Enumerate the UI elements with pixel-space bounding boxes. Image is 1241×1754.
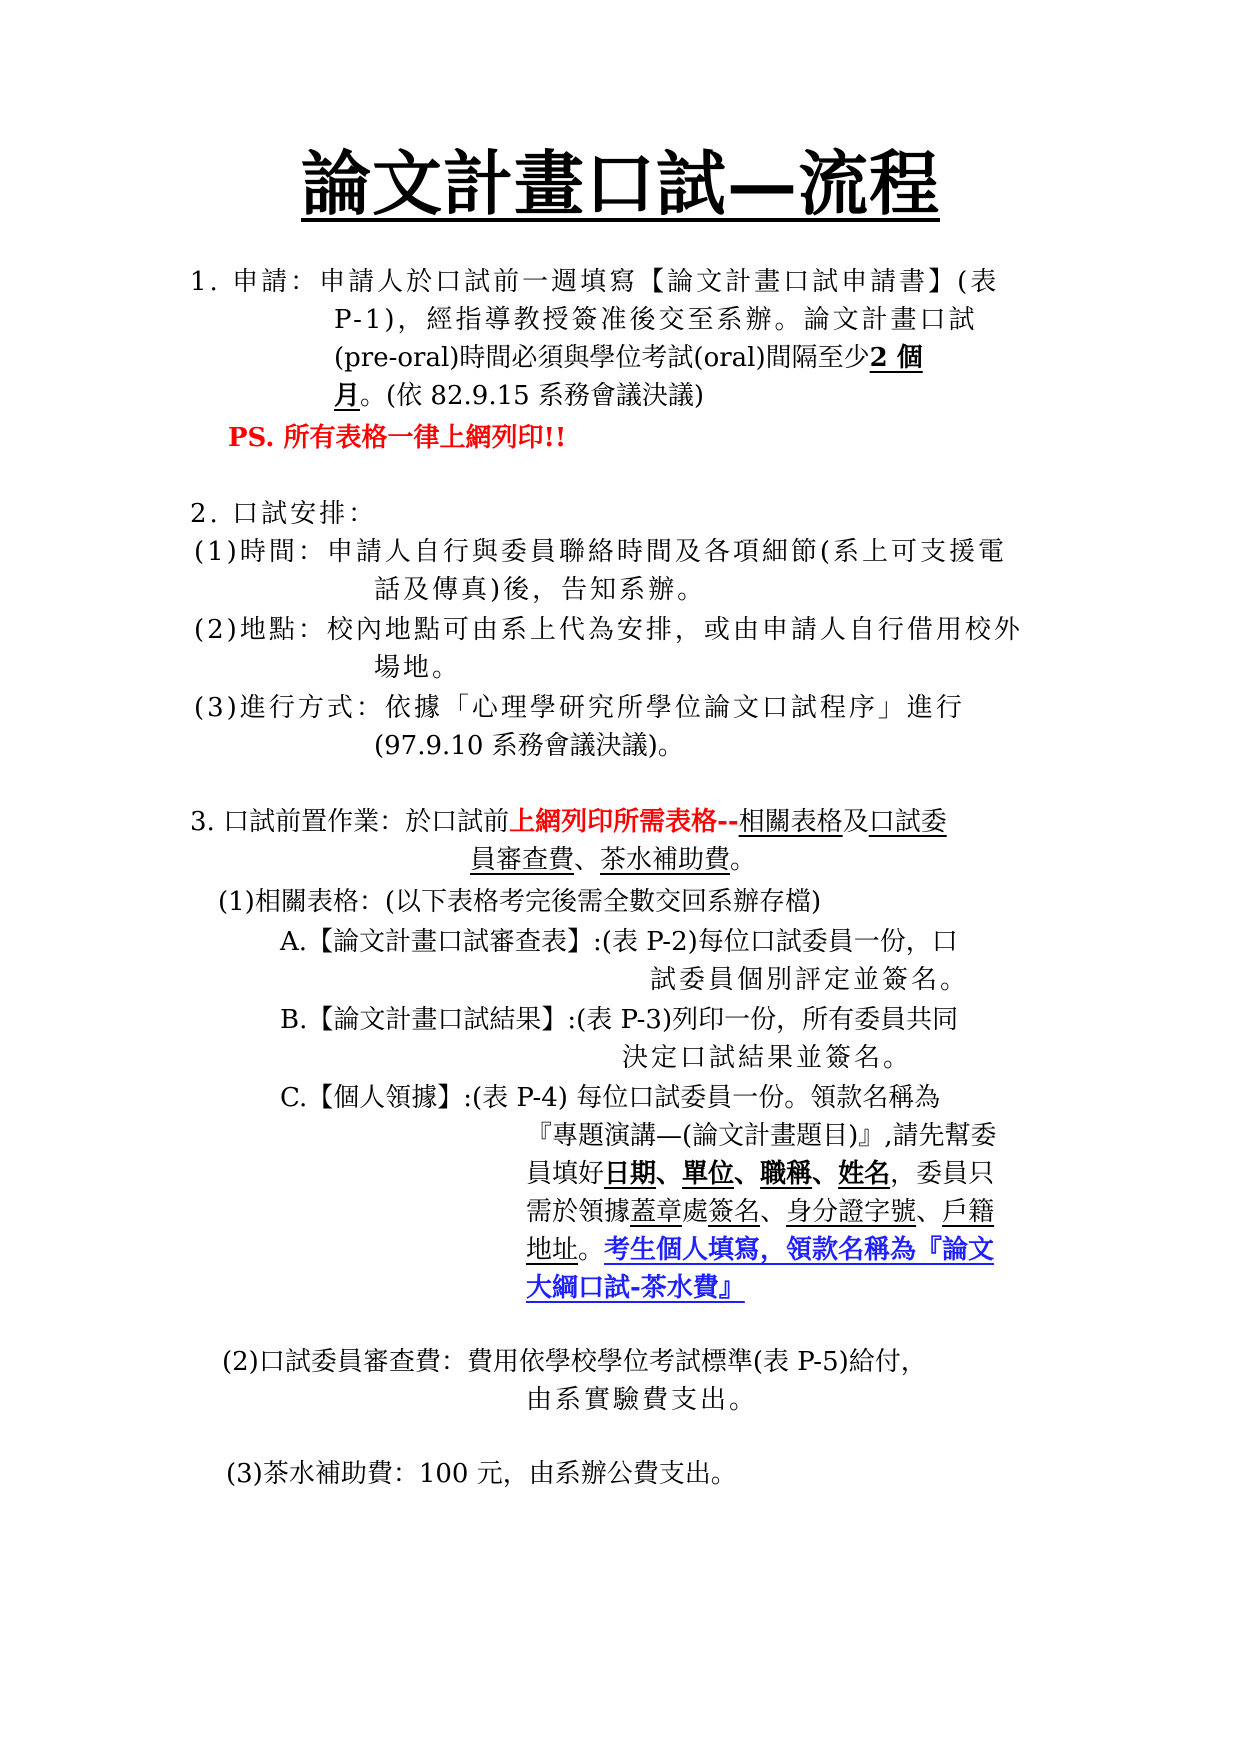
period-text: 。 [578,1235,605,1265]
subsection-2-line-1: (2)口試委員審查費：費用依學校學位考試標準(表 P-5)給付， [222,1347,927,1377]
separator-text: 、 [812,1159,839,1189]
separator-text: 、 [760,1197,787,1227]
separator-text: 、 [916,1197,943,1227]
field-id-number: 身分證字號 [786,1197,917,1227]
section-2-item-2-line-1: (2)地點：校內地點可由系上代為安排，或由申請人自行借用校外 [194,615,1023,645]
section-2-item-3-line-2: (97.9.10 系務會議決議)。 [374,731,684,761]
section-2-item-3-line-1: (3)進行方式：依據「心理學研究所學位論文口試程序」進行 [194,693,965,723]
section-1-line-3 [334,340,923,376]
section-2-item-1-line-2: 話及傳真)後，告知系辦。 [374,575,707,605]
section-2-item-1-line-1: (1)時間：申請人自行與委員聯絡時間及各項細節(系上可支援電 [194,537,1007,567]
review-fee-label-part-2: 員審查費 [470,845,575,875]
form-b-line-1: B.【論文計畫口試結果】:(表 P-3)列印一份，所有委員共同 [280,1005,959,1035]
form-c-text: ，委員只 [890,1159,995,1189]
field-household-registration: 戶籍 [942,1197,995,1227]
period-text: 。 [730,845,757,875]
field-unit: 單位 [682,1159,735,1189]
subsection-2-line-2: 由系實驗費支出。 [526,1385,759,1415]
form-c-line-2: 『專題演講—(論文計畫題目)』,請先幫委 [526,1121,997,1151]
section-1-line-3-text: (pre-oral)時間必須與學位考試(oral)間隔至少 [334,343,870,373]
field-name: 姓名 [838,1159,891,1189]
separator-text: 、 [574,845,601,875]
related-forms-label: 相關表格 [738,807,843,837]
form-c-line-3 [526,1156,994,1192]
candidate-note-line-2: 大綱口試-茶水費』 [526,1273,745,1303]
form-a-line-1: A.【論文計畫口試審查表】:(表 P-2)每位口試委員一份，口 [280,927,958,957]
separator-text: 、 [734,1159,761,1189]
section-2-heading: 2. 口試安排： [190,499,378,529]
form-c-text: 員填好 [526,1159,605,1189]
subsection-1-heading: (1)相關表格：(以下表格考完後需全數交回系辦存檔) [218,887,822,917]
separator-text: 、 [656,1159,683,1189]
candidate-note: 考生個人填寫，領款名稱為『論文 [604,1235,995,1265]
tea-subsidy-label: 茶水補助費 [600,845,731,875]
field-address: 地址 [526,1235,579,1265]
form-c-line-4 [526,1194,994,1230]
section-1-duration-unit: 月 [334,381,361,411]
form-b-line-2: 決定口試結果並簽名。 [622,1043,913,1073]
ps-note: PS. 所有表格一律上網列印!! [228,423,567,453]
section-1-line-1: 1. 申請：申請人於口試前一週填寫【論文計畫口試申請書】(表 [190,267,1000,297]
section-3-heading-text: 3. 口試前置作業：於口試前 [190,807,510,837]
field-date: 日期 [604,1159,657,1189]
form-c-line-1: C.【個人領據】:(表 P-4) 每位口試委員一份。領款名稱為 [280,1083,941,1113]
form-a-line-2: 試委員個別評定並簽名。 [650,965,970,995]
form-c-line-5 [526,1232,994,1268]
section-2-item-2-line-2: 場地。 [374,653,462,683]
section-1-line-4 [334,378,704,414]
form-c-text: 處 [682,1197,709,1227]
section-1-duration: 2 個 [869,343,923,373]
form-c-text: 需於領據 [526,1197,631,1227]
section-1-line-2: P-1)，經指導教授簽准後交至系辦。論文計畫口試 [334,305,978,335]
section-3-highlight: 上網列印所需表格-- [509,807,739,837]
field-title: 職稱 [760,1159,813,1189]
conjunction-text: 及 [842,807,869,837]
field-seal: 蓋章 [630,1197,683,1227]
section-1-line-4-text: 。(依 82.9.15 系務會議決議) [360,381,705,411]
review-fee-label-part-1: 口試委 [868,807,947,837]
page-title: 論文計畫口試—流程 [301,142,940,225]
subsection-3-line: (3)茶水補助費：100 元，由系辦公費支出。 [226,1459,737,1489]
section-3-heading [190,804,947,840]
field-signature: 簽名 [708,1197,761,1227]
section-3-heading-line-2 [470,842,756,878]
